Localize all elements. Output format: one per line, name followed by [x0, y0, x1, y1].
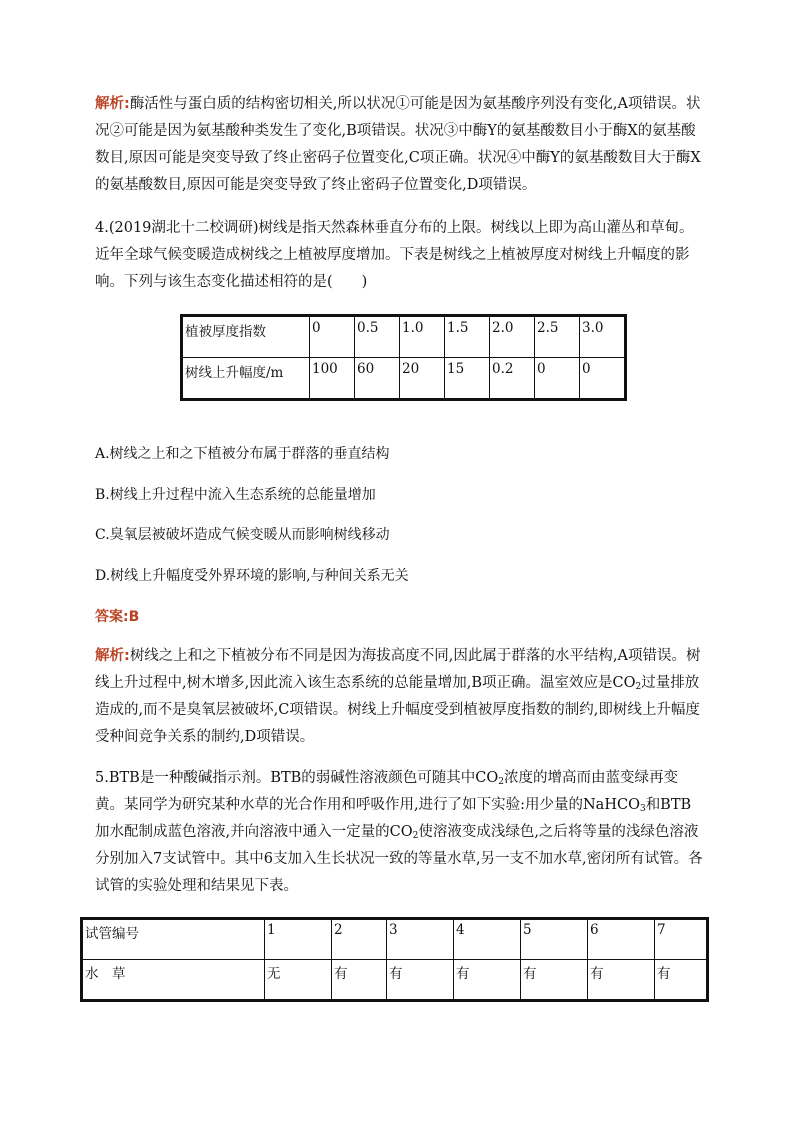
table-cell: 0.2 — [490, 358, 535, 400]
table-cell: 60 — [355, 358, 400, 400]
q5-text-4: 使溶液变成浅绿色,之后将等量的浅绿色溶液分别加入7支试管中。其中6支加入生长状况一致的等量水草,另一支不加水草,密闭所有试管。各试管的实验处理和结果见下表。 — [95, 824, 703, 894]
answer-value: B — [128, 609, 140, 625]
table-cell: 4 — [454, 919, 521, 960]
table-cell: 15 — [445, 358, 490, 400]
option-a: A.树线之上和之下植被分布属于群落的垂直结构 — [95, 446, 390, 462]
table-cell: 1 — [265, 919, 332, 960]
subscript: 2 — [635, 682, 642, 692]
table-cell: 0.5 — [355, 316, 400, 358]
analysis-paragraph-1 — [95, 91, 705, 199]
table-cell: 0 — [535, 358, 580, 400]
subscript: 3 — [639, 804, 646, 814]
option-c: C.臭氧层被破坏造成气候变暖从而影响树线移动 — [95, 527, 390, 543]
table-row — [82, 919, 708, 960]
table-cell: 3.0 — [580, 316, 626, 358]
row-header: 试管编号 — [82, 919, 265, 960]
test-tube-table — [80, 917, 709, 1002]
table-cell: 2 — [332, 919, 387, 960]
analysis-text: 树线之上和之下植被分布不同是因为海拔高度不同,因此属于群落的水平结构,A项错误。树线上升过程中,树木增多,因此流入该生态系统的总能量增加,B项正确。温室效应是CO — [95, 648, 701, 691]
table-cell: 3 — [387, 919, 454, 960]
row-header: 水 草 — [82, 960, 265, 1001]
table-row — [82, 960, 708, 1001]
answer-label: 答案: — [95, 609, 129, 625]
subscript: 2 — [412, 831, 419, 841]
table-cell: 2.0 — [490, 316, 535, 358]
question-4-text: 4.(2019湖北十二校调研)树线是指天然森林垂直分布的上限。树线以上即为高山灌丛和草甸。近年全球气候变暖造成树线之上植被厚度增加。下表是树线之上植被厚度对树线上升幅度的影响。下列与该生态变化描述相符的是( ) — [95, 220, 694, 290]
table-cell: 有 — [332, 960, 387, 1001]
analysis-label: 解析: — [95, 96, 130, 112]
table-cell: 6 — [588, 919, 655, 960]
vegetation-treeline-table — [180, 314, 627, 401]
table-cell: 100 — [310, 358, 355, 400]
option-d: D.树线上升幅度受外界环境的影响,与种间关系无关 — [95, 568, 409, 584]
analysis-label: 解析: — [95, 648, 130, 664]
analysis-paragraph-2 — [95, 643, 705, 751]
answer-line — [95, 606, 139, 626]
row-header: 植被厚度指数 — [182, 316, 310, 358]
table-cell: 有 — [387, 960, 454, 1001]
question-4-stem — [95, 215, 705, 296]
table-cell: 7 — [655, 919, 708, 960]
table-row — [182, 358, 626, 400]
analysis-text-cont: 过量排放造成的,而不是臭氧层被破坏,C项错误。树线上升幅度受到植被厚度指数的制约,即树线上升幅度受种间竞争关系的制约,D项错误。 — [95, 675, 700, 745]
table-cell: 1.5 — [445, 316, 490, 358]
table-cell: 有 — [454, 960, 521, 1001]
table-cell: 有 — [655, 960, 708, 1001]
table-cell: 0 — [310, 316, 355, 358]
q5-text-2: 浓度的增高而由蓝变绿再变黄。某同学为研究某种水草的光合作用和呼吸作用,进行了如下实验:用少量的NaHCO — [95, 770, 679, 813]
table-cell: 1.0 — [400, 316, 445, 358]
q5-text-1: 5.BTB是一种酸碱指示剂。BTB的弱碱性溶液颜色可随其中CO — [95, 770, 499, 786]
table-cell: 有 — [588, 960, 655, 1001]
option-b: B.树线上升过程中流入生态系统的总能量增加 — [95, 487, 376, 503]
table-cell: 有 — [521, 960, 588, 1001]
table-cell: 5 — [521, 919, 588, 960]
row-header: 树线上升幅度/m — [182, 358, 310, 400]
analysis-text: 酶活性与蛋白质的结构密切相关,所以状况①可能是因为氨基酸序列没有变化,A项错误。状况②可能是因为氨基酸种类发生了变化,B项错误。状况③中酶Y的氨基酸数目小于酶X的氨基酸数目,原因可能是突变导致了终止密码子位置变化,C项正确。状况④中酶Y的氨基酸数目大于酶X的氨基酸数目,原因可能是突变导致了终止密码子位置变化,D项错误。 — [95, 96, 701, 193]
table-cell: 20 — [400, 358, 445, 400]
table-cell: 0 — [580, 358, 626, 400]
q5-text-3: 和BTB加水配制成蓝色溶液,并向溶液中通入一定量的CO — [95, 797, 692, 840]
table-cell: 2.5 — [535, 316, 580, 358]
subscript: 2 — [498, 777, 505, 787]
table-cell: 无 — [265, 960, 332, 1001]
question-5-stem — [95, 765, 705, 900]
table-row — [182, 316, 626, 358]
